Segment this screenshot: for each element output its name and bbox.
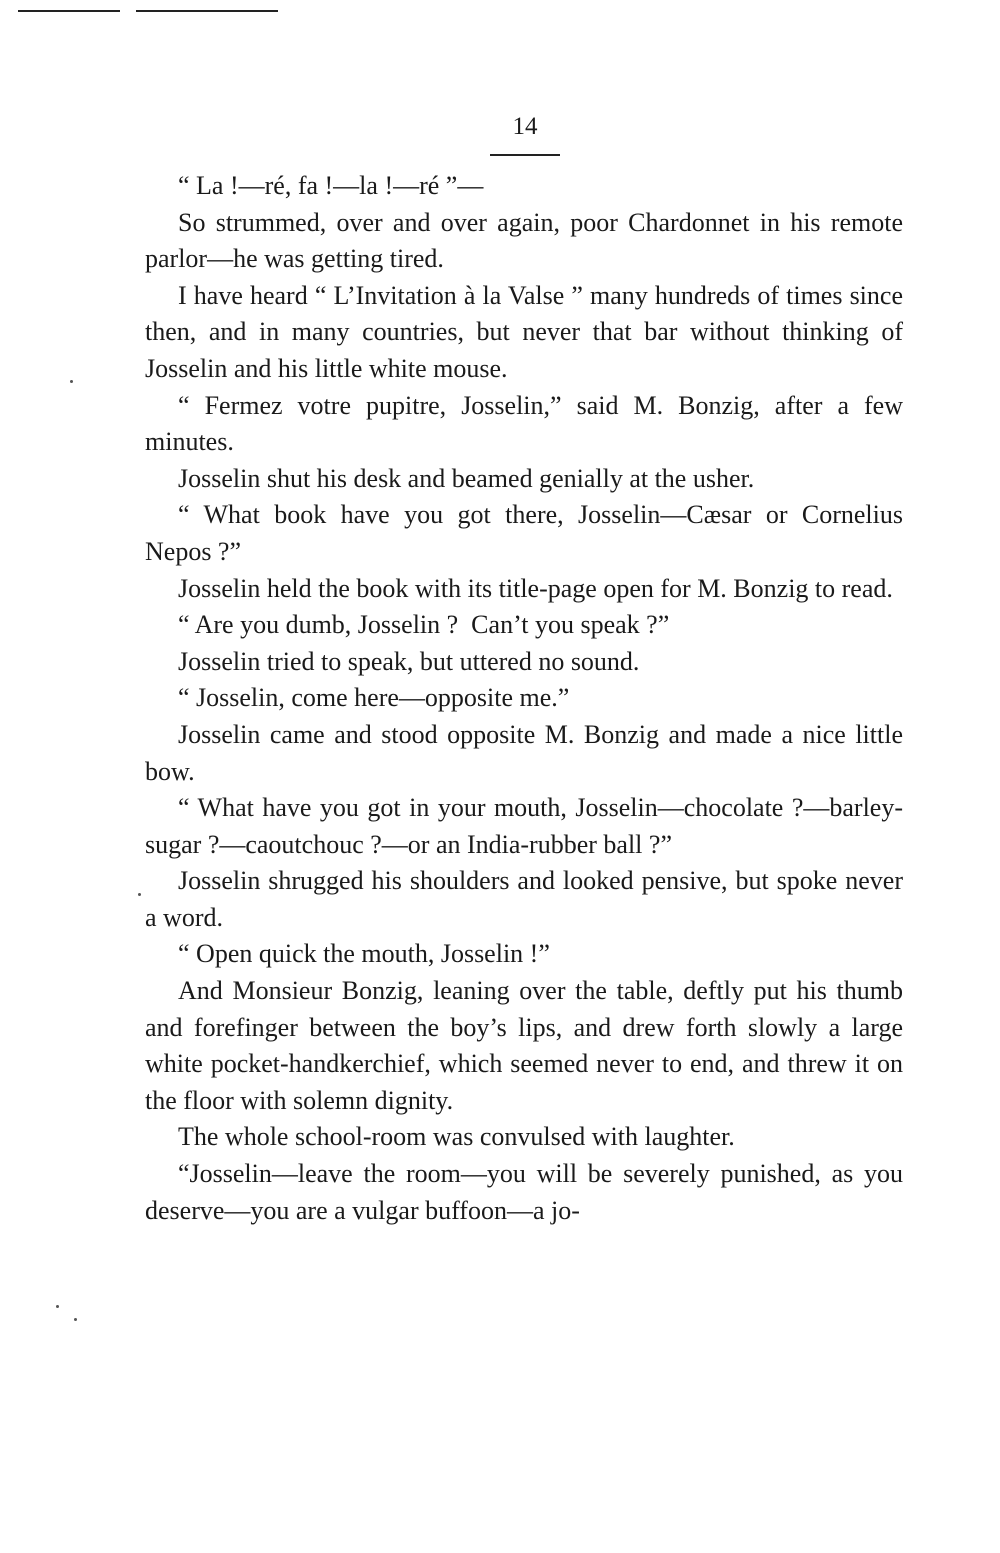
paragraph-12: “ What have you got in your mouth, Josselin—chocolate ?—barley-sugar ?—caoutchouc ?—or an India-rubber ball ?”: [145, 793, 903, 859]
paragraph-5: Josselin shut his desk and beamed genially at the usher.: [178, 463, 755, 493]
top-rule-right: [136, 10, 278, 12]
scan-speck: [138, 893, 141, 896]
page-body: [145, 168, 903, 1229]
scan-speck: [70, 380, 73, 383]
paragraph-11: Josselin came and stood opposite M. Bonzig and made a nice little bow.: [145, 719, 903, 786]
paragraph-1: “ La !—ré, fa !—la !—ré ”—: [178, 171, 484, 200]
paragraph-8: “ Are you dumb, Josselin ? Can’t you speak ?”: [178, 610, 670, 640]
scan-speck: [56, 1305, 59, 1308]
paragraph-16: The whole school-room was convulsed with laughter.: [178, 1122, 735, 1152]
paragraph-6: “ What book have you got there, Josselin—Cæsar or Cornelius Nepos ?”: [145, 500, 903, 566]
paragraph-10: “ Josselin, come here—opposite me.”: [178, 683, 570, 713]
paragraph-4: “ Fermez votre pupitre, Josselin,” said M. Bonzig, after a few minutes.: [145, 390, 903, 457]
paragraph-3: I have heard “ L’Invitation à la Valse ” many hundreds of times since then, and in many countries, but never that bar without thinking of Josselin and his little white mouse.: [145, 280, 903, 383]
paragraph-13: Josselin shrugged his shoulders and looked pensive, but spoke never a word.: [145, 866, 903, 932]
paragraph-9: Josselin tried to speak, but uttered no sound.: [178, 646, 640, 676]
paragraph-14: “ Open quick the mouth, Josselin !”: [178, 939, 550, 969]
paragraph-15: And Monsieur Bonzig, leaning over the table, deftly put his thumb and forefinger between the boy’s lips, and drew forth slowly a large white pocket-handkerchief, which seemed never to end, and threw it on the floor with solemn dignity.: [145, 976, 903, 1115]
paragraph-2: So strummed, over and over again, poor Chardonnet in his remote parlor—he was getting tired.: [145, 207, 903, 274]
paragraph-7: Josselin held the book with its title-page open for M. Bonzig to read.: [178, 573, 893, 603]
scan-speck: [74, 1318, 77, 1321]
top-rule-left: [18, 10, 120, 12]
page-number-rule: [490, 154, 560, 156]
page-number: 14: [512, 113, 538, 140]
paragraph-17: “Josselin—leave the room—you will be severely punished, as you deserve—you are a vulgar buffoon—a jo-: [145, 1159, 903, 1225]
